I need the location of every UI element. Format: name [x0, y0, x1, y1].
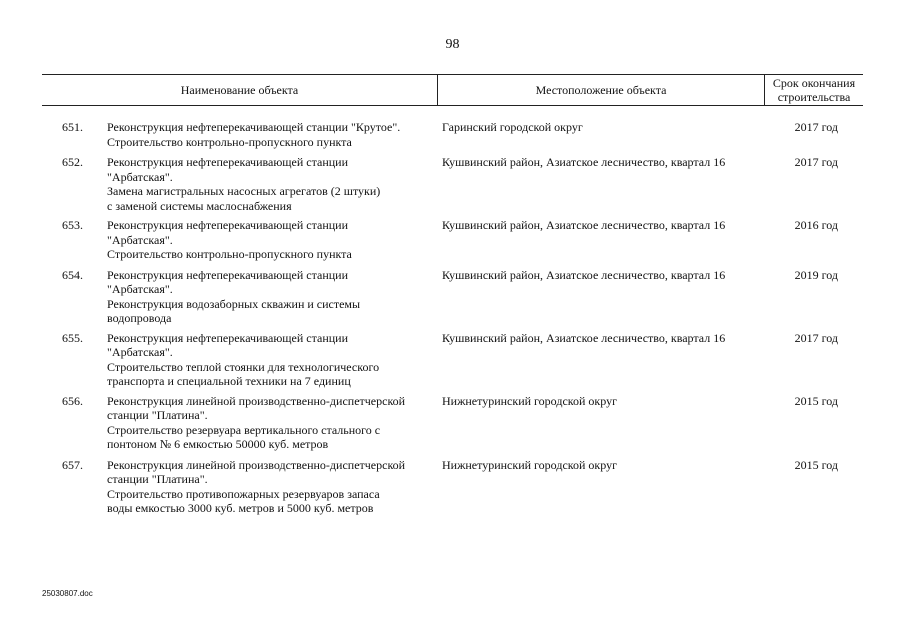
- object-name-line: Реконструкция нефтеперекачивающей станции: [107, 267, 349, 282]
- object-name-line: "Арбатская".: [107, 169, 173, 184]
- object-location: Гаринский городской округ: [442, 120, 583, 134]
- row-number: 657.: [62, 457, 83, 472]
- object-location: Кушвинский район, Азиатское лесничество, квартал 16: [442, 267, 726, 282]
- object-name-line: Строительство контрольно-пропускного пункта: [107, 134, 352, 149]
- object-table-body: [0, 120, 905, 516]
- object-name-line: понтоном № 6 емкостью 50000 куб. метров: [107, 437, 329, 451]
- object-name: [107, 155, 442, 213]
- object-name-line: транспорта и специальной техники на 7 единиц: [107, 374, 351, 388]
- row-number: 653.: [62, 218, 83, 232]
- row-number: 654.: [62, 267, 83, 282]
- row-number: 655.: [62, 330, 83, 345]
- completion-term: 2016 год: [794, 218, 838, 232]
- object-name: [107, 120, 442, 149]
- row-number: 656.: [62, 393, 83, 408]
- document-code: 25030807.doc: [42, 589, 93, 598]
- object-name-line: Реконструкция линейной производственно-диспетчерской: [107, 393, 406, 408]
- column-header-term: [765, 75, 863, 105]
- object-name-line: Строительство контрольно-пропускного пункта: [107, 247, 352, 261]
- table-row: [0, 394, 905, 452]
- object-name-line: Замена магистральных насосных агрегатов (2 штуки): [107, 184, 381, 198]
- object-name-line: "Арбатская".: [107, 282, 173, 296]
- table-row: [0, 218, 905, 262]
- row-number: 652.: [62, 155, 83, 169]
- completion-term: 2019 год: [794, 267, 838, 282]
- object-name: [107, 331, 442, 389]
- object-name: [107, 394, 442, 452]
- table-row: [0, 155, 905, 213]
- table-row: [0, 268, 905, 326]
- table-row: [0, 120, 905, 149]
- page-number: 98: [445, 37, 460, 52]
- column-header-location: Местоположение объекта: [535, 83, 667, 97]
- object-name-line: Реконструкция линейной производственно-диспетчерской: [107, 457, 406, 472]
- object-name: [107, 458, 442, 516]
- object-name-line: станции "Платина".: [107, 408, 208, 422]
- object-location: Кушвинский район, Азиатское лесничество, квартал 16: [442, 218, 726, 232]
- object-name-line: Реконструкция нефтеперекачивающей станции: [107, 218, 349, 232]
- column-header-name: Наименование объекта: [180, 83, 299, 97]
- row-number: 651.: [62, 120, 83, 134]
- object-name-line: Строительство резервуара вертикального стального с: [107, 422, 381, 437]
- object-location: Нижнетуринский городской округ: [442, 457, 618, 472]
- object-name-line: воды емкостью 3000 куб. метров и 5000 куб. метров: [107, 501, 374, 515]
- object-location: Кушвинский район, Азиатское лесничество, квартал 16: [442, 155, 726, 169]
- object-name-line: Строительство противопожарных резервуаров запаса: [107, 486, 380, 501]
- completion-term: 2015 год: [794, 457, 838, 472]
- table-row: [0, 458, 905, 516]
- column-header-term-line: строительства: [777, 90, 851, 104]
- object-name-line: Реконструкция нефтеперекачивающей станции "Крутое".: [107, 120, 401, 134]
- completion-term: 2017 год: [794, 155, 838, 169]
- object-name: [107, 218, 442, 262]
- object-name-line: водопровода: [107, 311, 172, 325]
- object-name-line: с заменой системы маслоснабжения: [107, 198, 292, 213]
- completion-term: 2015 год: [794, 393, 838, 408]
- object-name-line: Реконструкция нефтеперекачивающей станции: [107, 155, 349, 169]
- object-name-line: Реконструкция водозаборных скважин и системы: [107, 296, 361, 311]
- object-name-line: "Арбатская".: [107, 345, 173, 359]
- object-location: Нижнетуринский городской округ: [442, 393, 618, 408]
- object-name-line: Реконструкция нефтеперекачивающей станции: [107, 330, 349, 345]
- object-name-line: Строительство теплой стоянки для технологического: [107, 359, 380, 374]
- completion-term: 2017 год: [794, 120, 838, 134]
- object-name: [107, 268, 442, 326]
- table-header-bottom-rule: [42, 105, 863, 106]
- completion-term: 2017 год: [794, 330, 838, 345]
- object-name-line: станции "Платина".: [107, 472, 208, 486]
- object-location: Кушвинский район, Азиатское лесничество, квартал 16: [442, 330, 726, 345]
- object-name-line: "Арбатская".: [107, 232, 173, 247]
- column-header-term-line: Срок окончания: [772, 76, 856, 90]
- table-row: [0, 331, 905, 389]
